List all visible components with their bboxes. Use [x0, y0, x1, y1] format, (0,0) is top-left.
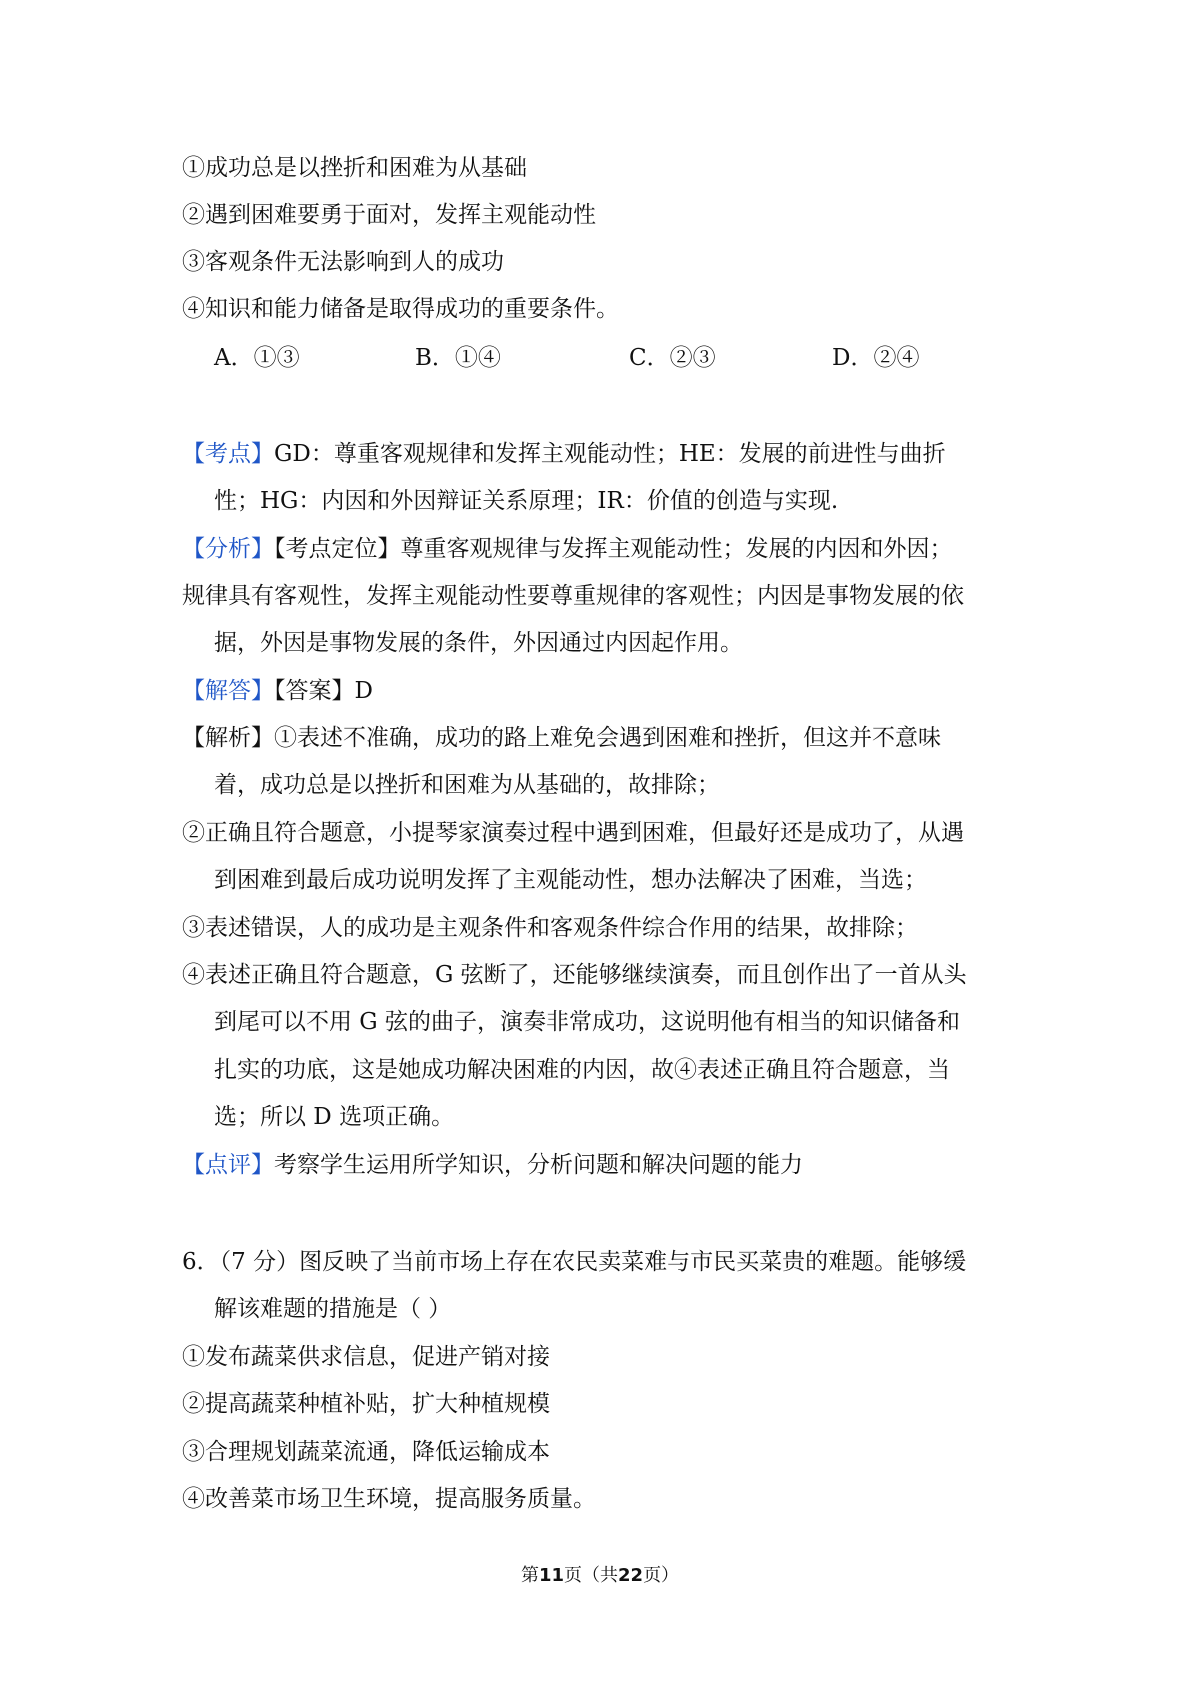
footer-total-pages: 22 [618, 1565, 644, 1586]
footer-middle: 页（共 [564, 1565, 618, 1586]
q5-option-d: D．②④ [832, 345, 920, 371]
q6-statement-3: ③合理规划蔬菜流通，降低运输成本 [182, 1439, 550, 1465]
dianping-tag: 【点评】 [182, 1152, 274, 1178]
q6-statement-1: ①发布蔬菜供求信息，促进产销对接 [182, 1344, 550, 1370]
jiexi-line-3: ②正确且符合题意，小提琴家演奏过程中遇到困难，但最好还是成功了，从遇 [182, 820, 964, 846]
jieda-tag: 【解答】 [182, 678, 274, 704]
kaodian-line-2: 性；HG：内因和外因辩证关系原理；IR：价值的创造与实现. [214, 488, 839, 514]
dianping-text: 考察学生运用所学知识，分析问题和解决问题的能力 [274, 1152, 803, 1178]
kaodian-text-1: GD：尊重客观规律和发挥主观能动性；HE：发展的前进性与曲折 [274, 441, 946, 467]
fenxi-text-1: 【考点定位】尊重客观规律与发挥主观能动性；发展的内因和外因； [274, 536, 953, 562]
q6-stem-line-1: 6．（7 分）图反映了当前市场上存在农民卖菜难与市民买菜贵的难题。能够缓 [182, 1249, 967, 1275]
fenxi-line-1 [182, 534, 1032, 564]
jiexi-line-8: 扎实的功底，这是她成功解决困难的内因，故④表述正确且符合题意，当 [214, 1057, 950, 1083]
kaodian-tag: 【考点】 [182, 441, 274, 467]
jiexi-line-9: 选；所以 D 选项正确。 [214, 1104, 455, 1130]
jiexi-line-7: 到尾可以不用 G 弦的曲子，演奏非常成功，这说明他有相当的知识储备和 [214, 1009, 960, 1035]
dianping-line [182, 1150, 1032, 1180]
jiexi-line-1: 【解析】①表述不准确，成功的路上难免会遇到困难和挫折，但这并不意味 [182, 725, 941, 751]
q5-statement-1: ①成功总是以挫折和困难为从基础 [182, 155, 527, 181]
jieda-line [182, 676, 1032, 706]
q5-option-b: B．①④ [415, 345, 501, 371]
q5-option-c: C．②③ [629, 345, 716, 371]
q5-option-a: A．①③ [214, 345, 300, 371]
q5-statement-3: ③客观条件无法影响到人的成功 [182, 249, 504, 275]
page-footer [0, 1564, 1200, 1588]
q5-statement-2: ②遇到困难要勇于面对，发挥主观能动性 [182, 202, 596, 228]
q6-statement-2: ②提高蔬菜种植补贴，扩大种植规模 [182, 1391, 550, 1417]
footer-page-number: 11 [538, 1565, 564, 1586]
q6-statement-4: ④改善菜市场卫生环境，提高服务质量。 [182, 1486, 596, 1512]
fenxi-line-3: 据，外因是事物发展的条件，外因通过内因起作用。 [214, 630, 743, 656]
kaodian-line-1 [182, 439, 1032, 469]
fenxi-tag: 【分析】 [182, 536, 274, 562]
jiexi-line-5: ③表述错误，人的成功是主观条件和客观条件综合作用的结果，故排除； [182, 915, 918, 941]
jiexi-line-2: 着，成功总是以挫折和困难为从基础的，故排除； [214, 772, 720, 798]
footer-suffix: 页） [643, 1565, 680, 1586]
fenxi-line-2: 规律具有客观性，发挥主观能动性要尊重规律的客观性；内因是事物发展的依 [182, 583, 964, 609]
jieda-answer: 【答案】D [274, 678, 373, 704]
q5-statement-4: ④知识和能力储备是取得成功的重要条件。 [182, 296, 619, 322]
jiexi-line-6: ④表述正确且符合题意，G 弦断了，还能够继续演奏，而且创作出了一首从头 [182, 962, 967, 988]
footer-prefix: 第 [520, 1565, 539, 1586]
q6-stem-line-2: 解该难题的措施是（ ） [214, 1296, 452, 1322]
jiexi-line-4: 到困难到最后成功说明发挥了主观能动性，想办法解决了困难，当选； [214, 867, 927, 893]
